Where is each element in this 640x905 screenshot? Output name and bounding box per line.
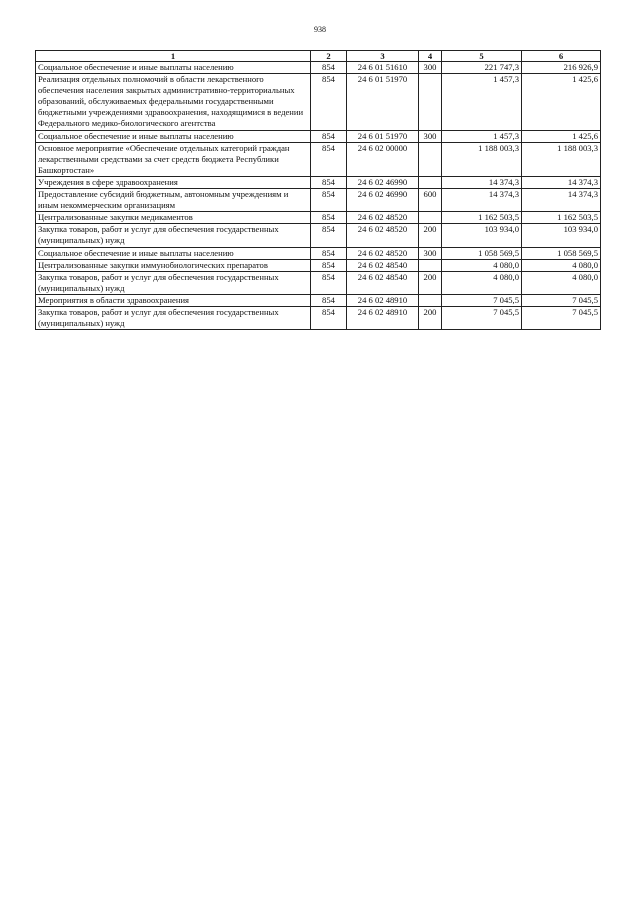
row-amount-year-1: 1 058 569,5 [442,247,522,259]
row-target-article: 24 6 02 46990 [347,176,419,188]
row-expense-type [419,294,442,306]
table-row [36,212,601,224]
row-amount-year-2: 14 374,3 [522,176,601,188]
row-amount-year-1: 1 162 503,5 [442,212,522,224]
row-amount-year-2: 14 374,3 [522,189,601,212]
row-amount-year-2: 1 425,6 [522,130,601,142]
row-expense-type: 300 [419,247,442,259]
column-header: 2 [311,51,347,62]
row-amount-year-2: 7 045,5 [522,294,601,306]
row-expense-type: 200 [419,306,442,329]
row-ministry-code: 854 [311,142,347,176]
row-description: Социальное обеспечение и иные выплаты населению [36,247,311,259]
column-header: 1 [36,51,311,62]
row-expense-type [419,74,442,130]
row-target-article: 24 6 01 51970 [347,74,419,130]
row-expense-type: 200 [419,271,442,294]
row-target-article: 24 6 02 48520 [347,247,419,259]
table-header-row [36,51,601,62]
row-expense-type: 300 [419,62,442,74]
row-expense-type [419,176,442,188]
row-ministry-code: 854 [311,189,347,212]
row-description: Централизованные закупки иммунобиологических препаратов [36,259,311,271]
row-amount-year-2: 103 934,0 [522,224,601,247]
row-target-article: 24 6 02 46990 [347,189,419,212]
table-row [36,247,601,259]
row-description: Реализация отдельных полномочий в области лекарственного обеспечения населения закрытых административно-территориальных образований, обслуживаемых федеральными государственными бюджетными учреждениями здравоохранения, находящимися в ведении Федерального медико-биологического агентства [36,74,311,130]
table-row [36,142,601,176]
row-amount-year-2: 4 080,0 [522,271,601,294]
row-amount-year-1: 1 457,3 [442,74,522,130]
row-expense-type: 200 [419,224,442,247]
row-description: Социальное обеспечение и иные выплаты населению [36,130,311,142]
row-amount-year-2: 216 926,9 [522,62,601,74]
row-target-article: 24 6 02 48910 [347,294,419,306]
table-row [36,271,601,294]
row-description: Учреждения в сфере здравоохранения [36,176,311,188]
row-description: Мероприятия в области здравоохранения [36,294,311,306]
column-header: 4 [419,51,442,62]
row-ministry-code: 854 [311,259,347,271]
row-expense-type [419,212,442,224]
row-ministry-code: 854 [311,62,347,74]
row-ministry-code: 854 [311,247,347,259]
row-amount-year-2: 4 080,0 [522,259,601,271]
table-row [36,130,601,142]
row-ministry-code: 854 [311,294,347,306]
row-expense-type: 600 [419,189,442,212]
row-amount-year-1: 14 374,3 [442,176,522,188]
table-row [36,259,601,271]
column-header: 3 [347,51,419,62]
table-row [36,306,601,329]
row-amount-year-1: 7 045,5 [442,306,522,329]
row-expense-type [419,142,442,176]
column-header: 5 [442,51,522,62]
row-description: Закупка товаров, работ и услуг для обеспечения государственных (муниципальных) нужд [36,224,311,247]
row-expense-type: 300 [419,130,442,142]
row-amount-year-1: 1 457,3 [442,130,522,142]
row-amount-year-1: 221 747,3 [442,62,522,74]
row-amount-year-1: 4 080,0 [442,259,522,271]
row-ministry-code: 854 [311,130,347,142]
row-amount-year-2: 1 058 569,5 [522,247,601,259]
row-amount-year-1: 1 188 003,3 [442,142,522,176]
row-target-article: 24 6 01 51610 [347,62,419,74]
row-amount-year-1: 14 374,3 [442,189,522,212]
row-description: Основное мероприятие «Обеспечение отдельных категорий граждан лекарственными средствами за счет средств бюджета Республики Башкортостан» [36,142,311,176]
row-target-article: 24 6 02 48520 [347,212,419,224]
row-ministry-code: 854 [311,176,347,188]
row-target-article: 24 6 02 00000 [347,142,419,176]
row-ministry-code: 854 [311,224,347,247]
row-target-article: 24 6 02 48520 [347,224,419,247]
row-amount-year-1: 7 045,5 [442,294,522,306]
row-ministry-code: 854 [311,271,347,294]
row-amount-year-2: 1 188 003,3 [522,142,601,176]
table-row [36,294,601,306]
page-number: 938 [314,25,326,34]
row-description: Закупка товаров, работ и услуг для обеспечения государственных (муниципальных) нужд [36,271,311,294]
table-row [36,62,601,74]
row-description: Социальное обеспечение и иные выплаты населению [36,62,311,74]
row-description: Закупка товаров, работ и услуг для обеспечения государственных (муниципальных) нужд [36,306,311,329]
row-amount-year-1: 4 080,0 [442,271,522,294]
row-expense-type [419,259,442,271]
row-description: Централизованные закупки медикаментов [36,212,311,224]
row-amount-year-2: 7 045,5 [522,306,601,329]
row-description: Предоставление субсидий бюджетным, автономным учреждениям и иным некоммерческим организациям [36,189,311,212]
row-ministry-code: 854 [311,212,347,224]
row-ministry-code: 854 [311,306,347,329]
budget-table [35,50,601,330]
table-row [36,224,601,247]
column-header: 6 [522,51,601,62]
row-amount-year-1: 103 934,0 [442,224,522,247]
row-target-article: 24 6 01 51970 [347,130,419,142]
row-amount-year-2: 1 162 503,5 [522,212,601,224]
row-target-article: 24 6 02 48540 [347,271,419,294]
row-amount-year-2: 1 425,6 [522,74,601,130]
row-target-article: 24 6 02 48910 [347,306,419,329]
table-row [36,189,601,212]
row-ministry-code: 854 [311,74,347,130]
table-row [36,74,601,130]
row-target-article: 24 6 02 48540 [347,259,419,271]
table-row [36,176,601,188]
